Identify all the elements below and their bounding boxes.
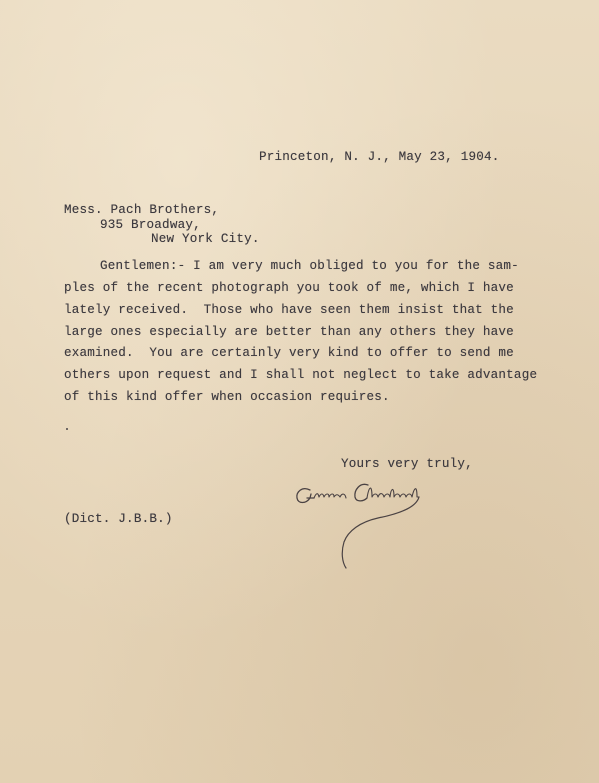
body-line: ples of the recent photograph you took of me, which I have [64, 281, 514, 295]
recipient-name: Mess. Pach Brothers, [64, 203, 220, 217]
body-line: of this kind offer when occasion requires. [64, 390, 390, 404]
letter-date: Princeton, N. J., May 23, 1904. [259, 150, 500, 164]
body-line: large ones especially are better than any others they have [64, 325, 514, 339]
body-line: examined. You are certainly very kind to offer to send me [64, 346, 514, 360]
signature-graphic [288, 476, 468, 576]
recipient-street: 935 Broadway, [100, 218, 201, 232]
signature [288, 476, 468, 576]
body-line: others upon request and I shall not neglect to take advantage [64, 368, 538, 382]
body-line: lately received. Those who have seen them insist that the [64, 303, 514, 317]
salutation-line: Gentlemen:- I am very much obliged to you for the sam- [100, 259, 519, 273]
dictation-note: (Dict. J.B.B.) [64, 512, 173, 526]
ink-speck [66, 428, 68, 430]
recipient-city: New York City. [151, 232, 260, 246]
closing: Yours very truly, [341, 457, 473, 471]
